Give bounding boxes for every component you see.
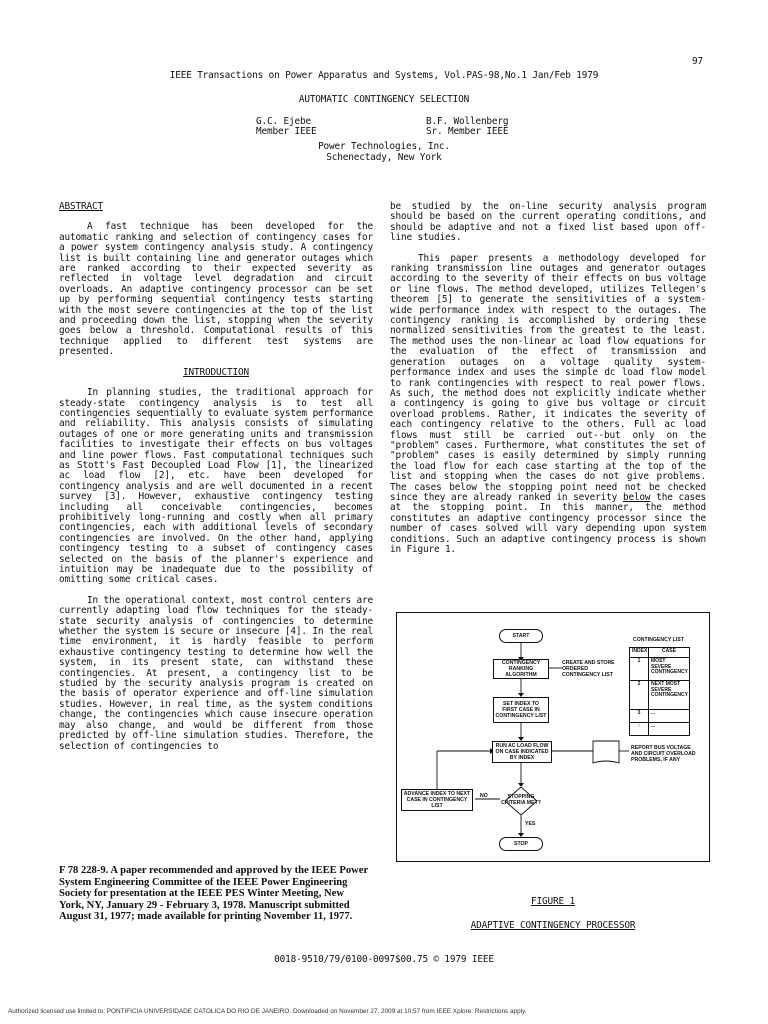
copyright-line: 0018-9510/79/0100-0097$00.75 © 1979 IEEE <box>274 954 494 965</box>
ranking-algorithm-box: CONTINGENCY RANKING ALGORITHM <box>493 659 549 679</box>
affiliation-line-1: Power Technologies, Inc. <box>318 141 450 152</box>
affiliation-line-2: Schenectady, New York <box>326 152 442 163</box>
right-paragraph-2: This paper presents a methodology developed for ranking transmission line outages and generator outages according to the severity of their effects on bus voltage or line flows. The method developed, utilizes Tellegen's theorem [5] to generate the sensitivities of a system-wide performance index with respect to the outages. The contingency ranking is accomplished by ordering these normalized sensitivities from the greatest to the least. The method uses the non-linear ac load flow equations for the evaluation of the effect of transmission and generation outages on a voltage quality system-performance index and uses the simple dc load flow model to rank contingencies with respect to real power flows. As such, the method does not explicitly indicate whether a contingency is going to give bus voltage or circuit overload problems. Rather, it indicates the severity of each contingency relative to the others. Full ac load flows must still be carried out--but only on the "problem" cases. Furthermore, what constitutes the set of "problem" cases is easily determined by simply running the load flow for each case starting at the top of the list and stopping when the cases do not give problems. The cases below the stopping point need not be checked since they are already ranked in severity below the cases at the stopping point. In this manner, the method constitutes an adaptive contingency processor since the number of cases solved will vary depending upon system conditions. Such an adaptive contingency process is shown in Figure 1. <box>390 252 707 555</box>
author-1-role: Member IEEE <box>256 126 317 137</box>
no-label: NO <box>480 793 488 799</box>
right-column <box>390 202 706 555</box>
paper-title: AUTOMATIC CONTINGENCY SELECTION <box>298 94 470 105</box>
footnote: F 78 228-9. A paper recommended and approved by the IEEE Power System Engineering Committee of the IEEE Power Engineering Society for presentation at the IEEE PES Winter Meeting, New York, NY, January 29 - February 3, 1978. Manuscript submitted August 31, 1977; made available for printing November 11, 1977. <box>59 865 369 923</box>
yes-label: YES <box>525 821 536 827</box>
run-load-flow-box: RUN AC LOAD FLOW ON CASE INDICATED BY INDEX <box>492 741 552 763</box>
create-list-label: CREATE AND STORE ORDERED CONTINGENCY LIST <box>562 660 615 678</box>
left-column <box>59 202 373 752</box>
row-2-case: NEXT MOST SEVERE CONTINGENCY <box>648 680 690 710</box>
stopping-criteria-diamond <box>501 787 541 813</box>
right-paragraph-1: be studied by the on-line security analysis program should be based on the current operating conditions, and should be adaptive and not a fixed list based upon off-line studies. <box>390 201 706 244</box>
row-2-index: 2 <box>629 680 649 710</box>
abstract-text: A fast technique has been developed for the automatic ranking and selection of contingency cases for a power system contingency analysis study. A contingency list is built containing line and generator outages which are ranked according to their expected severity as reflected in voltage level degradation and circuit overloads. An adaptive contingency processor can be set up by performing sequential contingency tests starting with the most severe contingencies at the top of the list and proceeding down the list, stopping when the severity goes below a threshold. Computational results of this technique applied to different test systems are presented. <box>59 221 373 358</box>
intro-paragraph-1: In planning studies, the traditional approach for steady-state contingency analysis is to test all contingencies sequentially to evaluate system performance and reliability. This analysis consists of simulating outages of one or more generating units and transmission facilities to investigate their effects on bus voltages and line power flows. Fast computational techniques such as Stott's Fast Decoupled Load Flow [1], the linearized ac load flow [2], etc. have been developed for contingency analysis and are well documented in a recent survey [3]. However, exhaustive contingency testing including all conceivable contingencies, becomes prohibitively long-running and costly when all primary contingencies, each with additional levels of secondary contingencies are involved. On the other hand, applying contingency testing to a subset of contingency cases selected on the basis of the planner's experience and intuition may be inadequate due to the possibility of omitting some critical cases. <box>59 387 373 586</box>
row-3-case: ... <box>648 709 690 723</box>
intro-paragraph-2: In the operational context, most control centers are currently adapting load flow techniques for the steady-state security analysis of contingencies to determine whether the system is secure or insecure [4]. In the real time environment, it is hardly feasible to perform exhaustive contingency testing to determine how well the system, in its present state, can withstand these contingencies. At present, a contingency list to be studied by the security analysis program is created on the basis of operator experience and off-line simulation studies. However, in real time, as the system conditions change, the contingencies which cause insecure operation may also change, and would be different from those predicted by off-line simulation studies. Therefore, the selection of contingencies to <box>59 594 373 752</box>
figure-1-flowchart <box>396 612 710 862</box>
report-problems-label: REPORT BUS VOLTAGE AND CIRCUIT OVERLOAD PROBLEMS, IF ANY <box>631 745 696 763</box>
abstract-heading: ABSTRACT <box>59 201 103 212</box>
figure-caption-number: FIGURE 1 <box>531 896 575 907</box>
introduction-heading: INTRODUCTION <box>183 366 249 378</box>
author-1-name: G.C. Ejebe <box>256 116 311 127</box>
col-case-header: CASE <box>648 647 690 658</box>
row-1-case: MOST SEVERE CONTINGENCY <box>648 657 690 681</box>
author-2-role: Sr. Member IEEE <box>426 126 509 137</box>
col-index-header: INDEX <box>629 647 649 658</box>
row-4-index: : <box>629 722 649 736</box>
advance-index-box: ADVANCE INDEX TO NEXT CASE IN CONTINGENCY LIST <box>401 789 473 811</box>
author-2-name: B.F. Wollenberg <box>426 116 509 127</box>
below-emphasis: below <box>622 491 651 503</box>
page-number: 97 <box>692 56 703 67</box>
row-4-case: ... <box>648 722 690 736</box>
contingency-list-title: CONTINGENCY LIST <box>633 637 684 643</box>
row-1-index: 1 <box>629 657 649 681</box>
start-terminal: START <box>499 629 543 643</box>
stopping-criteria-label: STOPPING CRITERIA MET? <box>501 794 541 806</box>
stop-terminal: STOP <box>499 837 543 851</box>
set-index-box: SET INDEX TO FIRST CASE IN CONTINGENCY LIST <box>493 697 549 723</box>
figure-caption-title: ADAPTIVE CONTINGENCY PROCESSOR <box>470 920 636 931</box>
row-3-index: 3 <box>629 709 649 723</box>
journal-line: IEEE Transactions on Power Apparatus and Systems, Vol.PAS-98,No.1 Jan/Feb 1979 <box>169 70 599 81</box>
authorized-notice: Authorized licensed use limited to: PONTIFICIA UNIVERSIDADE CATOLICA DO RIO DE JANEIRO. Downloaded on November 27, 2009 at 10:57 from IEEE Xplore. Restrictions apply. <box>8 1008 527 1015</box>
